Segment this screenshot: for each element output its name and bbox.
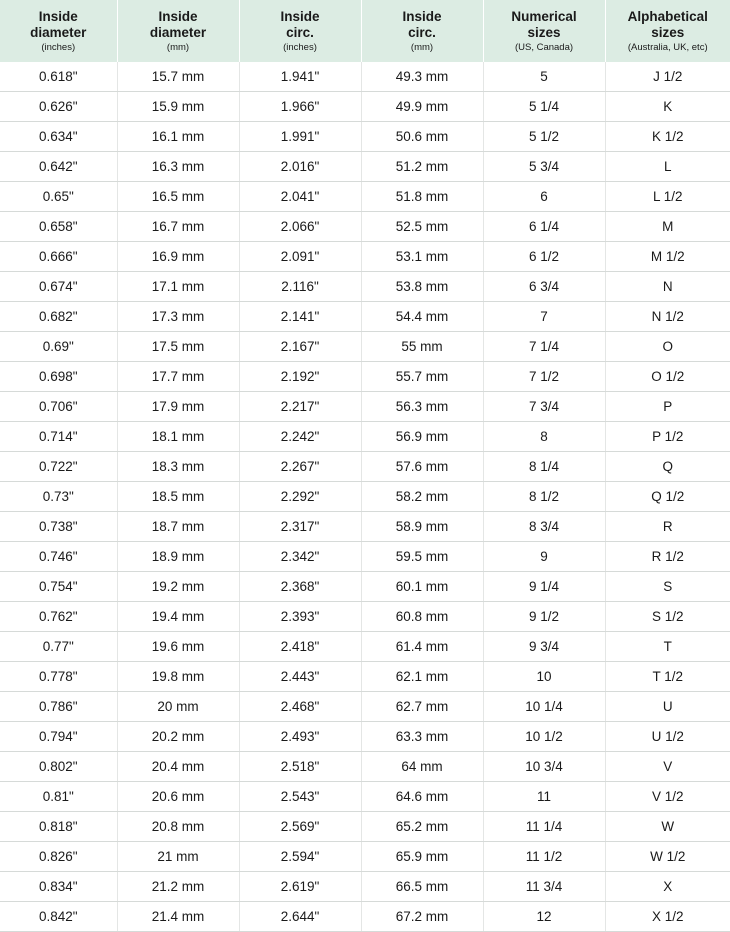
numerical-size-cell: 5 (483, 62, 605, 92)
alphabetical-size-cell: R 1/2 (605, 542, 730, 572)
inside-diameter-mm-cell: 20.8 mm (117, 812, 239, 842)
inside-circ-inches-cell: 2.518" (239, 752, 361, 782)
inside-diameter-mm-cell: 17.9 mm (117, 392, 239, 422)
table-row (0, 782, 730, 812)
alphabetical-size-cell: P (605, 392, 730, 422)
inside-diameter-inches-cell: 0.666" (0, 242, 117, 272)
alphabetical-size-cell: O 1/2 (605, 362, 730, 392)
inside-circ-inches-cell: 2.443" (239, 662, 361, 692)
inside-diameter-inches-cell: 0.658" (0, 212, 117, 242)
numerical-size-cell: 10 1/4 (483, 692, 605, 722)
table-row (0, 572, 730, 602)
inside-diameter-inches-cell: 0.842" (0, 902, 117, 932)
header-numerical-sizes: Numerical sizes (US, Canada) (483, 0, 605, 62)
inside-circ-mm-cell: 52.5 mm (361, 212, 483, 242)
inside-circ-inches-cell: 2.141" (239, 302, 361, 332)
inside-diameter-mm-cell: 20 mm (117, 692, 239, 722)
inside-circ-inches-cell: 1.941" (239, 62, 361, 92)
table-row (0, 482, 730, 512)
header-inside-diameter-inches: Inside diameter (inches) (0, 0, 117, 62)
alphabetical-size-cell: V (605, 752, 730, 782)
inside-diameter-mm-cell: 18.7 mm (117, 512, 239, 542)
numerical-size-cell: 10 3/4 (483, 752, 605, 782)
inside-circ-inches-cell: 2.091" (239, 242, 361, 272)
alphabetical-size-cell: T 1/2 (605, 662, 730, 692)
inside-diameter-inches-cell: 0.818" (0, 812, 117, 842)
inside-circ-mm-cell: 64 mm (361, 752, 483, 782)
table-row (0, 752, 730, 782)
inside-circ-mm-cell: 66.5 mm (361, 872, 483, 902)
inside-diameter-inches-cell: 0.618" (0, 62, 117, 92)
inside-diameter-mm-cell: 16.3 mm (117, 152, 239, 182)
table-row (0, 302, 730, 332)
inside-circ-inches-cell: 2.543" (239, 782, 361, 812)
inside-circ-inches-cell: 2.418" (239, 632, 361, 662)
numerical-size-cell: 7 1/2 (483, 362, 605, 392)
inside-circ-inches-cell: 2.267" (239, 452, 361, 482)
inside-circ-inches-cell: 2.192" (239, 362, 361, 392)
alphabetical-size-cell: S 1/2 (605, 602, 730, 632)
inside-diameter-inches-cell: 0.754" (0, 572, 117, 602)
alphabetical-size-cell: K 1/2 (605, 122, 730, 152)
numerical-size-cell: 9 (483, 542, 605, 572)
inside-circ-mm-cell: 62.1 mm (361, 662, 483, 692)
inside-circ-mm-cell: 67.2 mm (361, 902, 483, 932)
table-body (0, 62, 730, 932)
inside-diameter-inches-cell: 0.834" (0, 872, 117, 902)
inside-diameter-inches-cell: 0.738" (0, 512, 117, 542)
inside-circ-mm-cell: 62.7 mm (361, 692, 483, 722)
inside-circ-mm-cell: 57.6 mm (361, 452, 483, 482)
inside-diameter-mm-cell: 15.9 mm (117, 92, 239, 122)
table-row (0, 272, 730, 302)
alphabetical-size-cell: R (605, 512, 730, 542)
inside-circ-mm-cell: 55 mm (361, 332, 483, 362)
numerical-size-cell: 8 1/2 (483, 482, 605, 512)
inside-circ-mm-cell: 58.9 mm (361, 512, 483, 542)
inside-diameter-mm-cell: 17.5 mm (117, 332, 239, 362)
numerical-size-cell: 5 3/4 (483, 152, 605, 182)
inside-circ-inches-cell: 2.116" (239, 272, 361, 302)
alphabetical-size-cell: U 1/2 (605, 722, 730, 752)
inside-circ-inches-cell: 1.991" (239, 122, 361, 152)
inside-circ-inches-cell: 2.342" (239, 542, 361, 572)
numerical-size-cell: 7 (483, 302, 605, 332)
alphabetical-size-cell: N (605, 272, 730, 302)
table-row (0, 122, 730, 152)
table-row (0, 512, 730, 542)
inside-circ-mm-cell: 49.9 mm (361, 92, 483, 122)
inside-circ-mm-cell: 60.8 mm (361, 602, 483, 632)
inside-circ-inches-cell: 2.468" (239, 692, 361, 722)
numerical-size-cell: 7 1/4 (483, 332, 605, 362)
table-row (0, 182, 730, 212)
numerical-size-cell: 5 1/2 (483, 122, 605, 152)
table-row (0, 842, 730, 872)
numerical-size-cell: 5 1/4 (483, 92, 605, 122)
inside-diameter-inches-cell: 0.65" (0, 182, 117, 212)
inside-diameter-mm-cell: 20.4 mm (117, 752, 239, 782)
table-row (0, 692, 730, 722)
table-row (0, 332, 730, 362)
inside-circ-inches-cell: 2.644" (239, 902, 361, 932)
header-inside-circ-inches: Inside circ. (inches) (239, 0, 361, 62)
alphabetical-size-cell: W (605, 812, 730, 842)
inside-circ-inches-cell: 2.393" (239, 602, 361, 632)
numerical-size-cell: 10 (483, 662, 605, 692)
alphabetical-size-cell: M 1/2 (605, 242, 730, 272)
numerical-size-cell: 11 1/2 (483, 842, 605, 872)
alphabetical-size-cell: N 1/2 (605, 302, 730, 332)
inside-diameter-inches-cell: 0.722" (0, 452, 117, 482)
table-row (0, 152, 730, 182)
inside-circ-inches-cell: 2.016" (239, 152, 361, 182)
alphabetical-size-cell: Q (605, 452, 730, 482)
table-row (0, 212, 730, 242)
table-row (0, 362, 730, 392)
numerical-size-cell: 11 (483, 782, 605, 812)
table-row (0, 872, 730, 902)
inside-circ-mm-cell: 54.4 mm (361, 302, 483, 332)
alphabetical-size-cell: P 1/2 (605, 422, 730, 452)
table-row (0, 242, 730, 272)
inside-circ-mm-cell: 60.1 mm (361, 572, 483, 602)
inside-diameter-inches-cell: 0.626" (0, 92, 117, 122)
inside-diameter-mm-cell: 21 mm (117, 842, 239, 872)
inside-diameter-mm-cell: 16.9 mm (117, 242, 239, 272)
inside-diameter-inches-cell: 0.682" (0, 302, 117, 332)
table-row (0, 62, 730, 92)
inside-circ-mm-cell: 65.2 mm (361, 812, 483, 842)
inside-circ-inches-cell: 2.066" (239, 212, 361, 242)
table-row (0, 422, 730, 452)
inside-diameter-inches-cell: 0.77" (0, 632, 117, 662)
alphabetical-size-cell: J 1/2 (605, 62, 730, 92)
inside-circ-mm-cell: 58.2 mm (361, 482, 483, 512)
inside-diameter-inches-cell: 0.778" (0, 662, 117, 692)
inside-circ-mm-cell: 55.7 mm (361, 362, 483, 392)
alphabetical-size-cell: U (605, 692, 730, 722)
inside-diameter-mm-cell: 16.7 mm (117, 212, 239, 242)
numerical-size-cell: 6 (483, 182, 605, 212)
numerical-size-cell: 7 3/4 (483, 392, 605, 422)
table-row (0, 902, 730, 932)
inside-circ-mm-cell: 51.8 mm (361, 182, 483, 212)
inside-circ-mm-cell: 50.6 mm (361, 122, 483, 152)
inside-diameter-inches-cell: 0.642" (0, 152, 117, 182)
alphabetical-size-cell: V 1/2 (605, 782, 730, 812)
inside-diameter-mm-cell: 17.3 mm (117, 302, 239, 332)
table-row (0, 452, 730, 482)
inside-circ-inches-cell: 2.217" (239, 392, 361, 422)
inside-diameter-mm-cell: 20.2 mm (117, 722, 239, 752)
alphabetical-size-cell: W 1/2 (605, 842, 730, 872)
inside-circ-inches-cell: 1.966" (239, 92, 361, 122)
inside-circ-mm-cell: 64.6 mm (361, 782, 483, 812)
inside-circ-mm-cell: 53.1 mm (361, 242, 483, 272)
table-row (0, 812, 730, 842)
numerical-size-cell: 9 3/4 (483, 632, 605, 662)
inside-diameter-inches-cell: 0.794" (0, 722, 117, 752)
inside-diameter-mm-cell: 21.2 mm (117, 872, 239, 902)
inside-circ-inches-cell: 2.619" (239, 872, 361, 902)
inside-diameter-mm-cell: 19.6 mm (117, 632, 239, 662)
inside-diameter-mm-cell: 19.8 mm (117, 662, 239, 692)
inside-circ-mm-cell: 56.9 mm (361, 422, 483, 452)
inside-circ-inches-cell: 2.594" (239, 842, 361, 872)
numerical-size-cell: 12 (483, 902, 605, 932)
numerical-size-cell: 10 1/2 (483, 722, 605, 752)
inside-diameter-mm-cell: 18.1 mm (117, 422, 239, 452)
table-row (0, 662, 730, 692)
inside-diameter-inches-cell: 0.69" (0, 332, 117, 362)
inside-diameter-inches-cell: 0.714" (0, 422, 117, 452)
table-row (0, 92, 730, 122)
inside-diameter-mm-cell: 20.6 mm (117, 782, 239, 812)
inside-diameter-inches-cell: 0.674" (0, 272, 117, 302)
inside-diameter-mm-cell: 21.4 mm (117, 902, 239, 932)
alphabetical-size-cell: Q 1/2 (605, 482, 730, 512)
inside-circ-inches-cell: 2.493" (239, 722, 361, 752)
table-row (0, 602, 730, 632)
inside-diameter-mm-cell: 18.9 mm (117, 542, 239, 572)
table-row (0, 632, 730, 662)
inside-diameter-inches-cell: 0.762" (0, 602, 117, 632)
inside-circ-inches-cell: 2.368" (239, 572, 361, 602)
numerical-size-cell: 8 (483, 422, 605, 452)
inside-circ-inches-cell: 2.041" (239, 182, 361, 212)
table-row (0, 392, 730, 422)
alphabetical-size-cell: K (605, 92, 730, 122)
inside-diameter-mm-cell: 18.5 mm (117, 482, 239, 512)
inside-circ-mm-cell: 59.5 mm (361, 542, 483, 572)
inside-circ-inches-cell: 2.292" (239, 482, 361, 512)
inside-circ-inches-cell: 2.167" (239, 332, 361, 362)
inside-diameter-mm-cell: 18.3 mm (117, 452, 239, 482)
alphabetical-size-cell: T (605, 632, 730, 662)
numerical-size-cell: 8 1/4 (483, 452, 605, 482)
inside-circ-inches-cell: 2.317" (239, 512, 361, 542)
inside-diameter-mm-cell: 17.7 mm (117, 362, 239, 392)
inside-circ-mm-cell: 53.8 mm (361, 272, 483, 302)
header-alphabetical-sizes: Alphabetical sizes (Australia, UK, etc) (605, 0, 730, 62)
numerical-size-cell: 11 3/4 (483, 872, 605, 902)
inside-diameter-inches-cell: 0.786" (0, 692, 117, 722)
header-inside-diameter-mm: Inside diameter (mm) (117, 0, 239, 62)
table-row (0, 542, 730, 572)
inside-diameter-mm-cell: 16.1 mm (117, 122, 239, 152)
numerical-size-cell: 6 1/2 (483, 242, 605, 272)
table-header (0, 0, 730, 62)
alphabetical-size-cell: O (605, 332, 730, 362)
inside-circ-mm-cell: 63.3 mm (361, 722, 483, 752)
alphabetical-size-cell: S (605, 572, 730, 602)
numerical-size-cell: 9 1/2 (483, 602, 605, 632)
inside-circ-mm-cell: 56.3 mm (361, 392, 483, 422)
alphabetical-size-cell: X 1/2 (605, 902, 730, 932)
alphabetical-size-cell: M (605, 212, 730, 242)
inside-diameter-inches-cell: 0.81" (0, 782, 117, 812)
inside-diameter-mm-cell: 19.2 mm (117, 572, 239, 602)
inside-circ-mm-cell: 51.2 mm (361, 152, 483, 182)
inside-diameter-inches-cell: 0.634" (0, 122, 117, 152)
header-inside-circ-mm: Inside circ. (mm) (361, 0, 483, 62)
alphabetical-size-cell: L (605, 152, 730, 182)
inside-circ-mm-cell: 65.9 mm (361, 842, 483, 872)
numerical-size-cell: 6 1/4 (483, 212, 605, 242)
alphabetical-size-cell: L 1/2 (605, 182, 730, 212)
inside-diameter-inches-cell: 0.73" (0, 482, 117, 512)
inside-diameter-inches-cell: 0.802" (0, 752, 117, 782)
inside-circ-inches-cell: 2.242" (239, 422, 361, 452)
inside-diameter-inches-cell: 0.698" (0, 362, 117, 392)
inside-diameter-mm-cell: 16.5 mm (117, 182, 239, 212)
inside-circ-mm-cell: 61.4 mm (361, 632, 483, 662)
table-row (0, 722, 730, 752)
inside-circ-mm-cell: 49.3 mm (361, 62, 483, 92)
alphabetical-size-cell: X (605, 872, 730, 902)
inside-diameter-inches-cell: 0.706" (0, 392, 117, 422)
numerical-size-cell: 6 3/4 (483, 272, 605, 302)
inside-circ-inches-cell: 2.569" (239, 812, 361, 842)
numerical-size-cell: 9 1/4 (483, 572, 605, 602)
inside-diameter-inches-cell: 0.746" (0, 542, 117, 572)
inside-diameter-mm-cell: 15.7 mm (117, 62, 239, 92)
inside-diameter-inches-cell: 0.826" (0, 842, 117, 872)
numerical-size-cell: 11 1/4 (483, 812, 605, 842)
numerical-size-cell: 8 3/4 (483, 512, 605, 542)
header-row (0, 0, 730, 62)
inside-diameter-mm-cell: 17.1 mm (117, 272, 239, 302)
inside-diameter-mm-cell: 19.4 mm (117, 602, 239, 632)
